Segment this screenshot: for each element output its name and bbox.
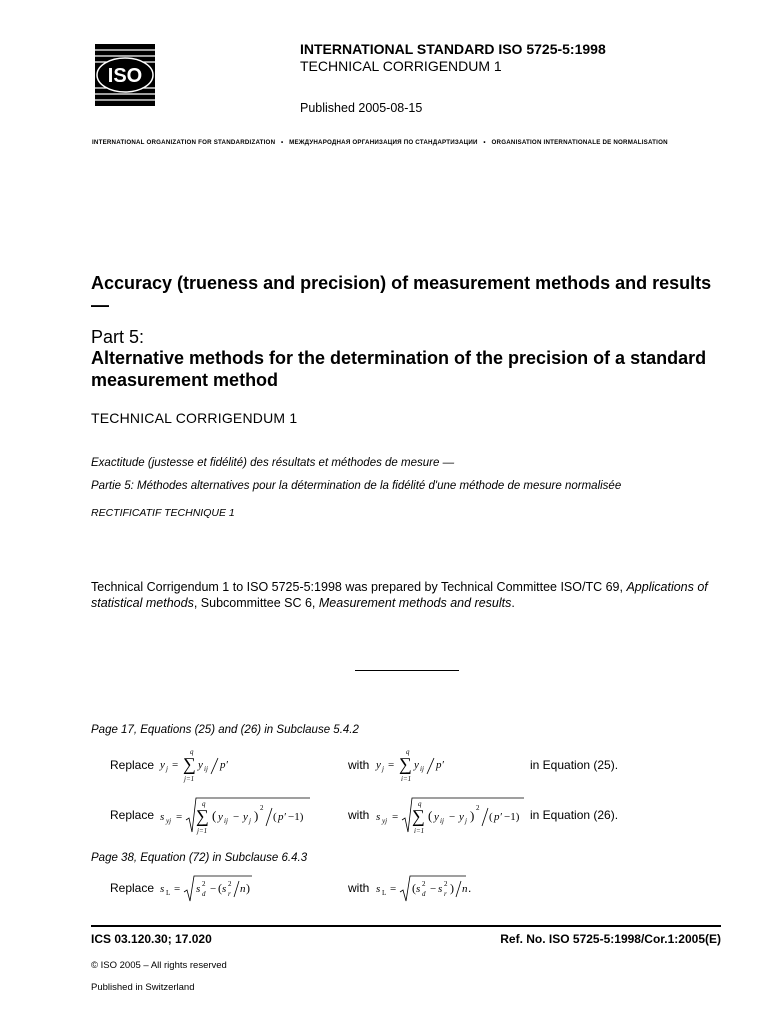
copyright-notice: © ISO 2005 – All rights reserved <box>91 960 227 971</box>
equation-72-new <box>374 872 474 904</box>
standard-title: INTERNATIONAL STANDARD ISO 5725-5:1998 <box>300 41 606 57</box>
svg-text:y: y <box>243 811 248 823</box>
part-title: Alternative methods for the determination of the precision of a standard measurement method <box>91 348 707 390</box>
equation-72-period: . <box>468 881 472 895</box>
equation-25-reference: in Equation (25). <box>530 758 619 772</box>
svg-text:p′: p′ <box>494 811 502 823</box>
svg-text:=: = <box>390 883 397 895</box>
svg-text:y: y <box>459 811 464 823</box>
svg-text:2: 2 <box>228 880 232 888</box>
svg-text:(: ( <box>412 881 416 895</box>
svg-text:ij: ij <box>224 817 228 825</box>
org-separator: • <box>281 139 284 146</box>
svg-text:ij: ij <box>204 765 208 773</box>
svg-text:∑: ∑ <box>196 806 209 826</box>
replace-label: Replace <box>110 881 155 895</box>
svg-text:∑: ∑ <box>412 806 425 826</box>
equation-72-old <box>158 872 258 904</box>
intro-subcommittee-name: Measurement methods and results <box>318 596 512 610</box>
svg-text:n: n <box>240 883 246 895</box>
org-name-ru: МЕЖДУНАРОДНАЯ ОРГАНИЗАЦИЯ ПО СТАНДАРТИЗАЦИИ <box>289 139 478 146</box>
svg-text:p′: p′ <box>436 759 444 771</box>
ics-code: ICS 03.120.30; 17.020 <box>91 932 212 946</box>
svg-text:=: = <box>388 759 395 771</box>
iso-logo <box>95 44 155 106</box>
svg-text:): ) <box>470 808 475 823</box>
with-label: with <box>348 808 370 822</box>
svg-text:y: y <box>434 811 439 823</box>
svg-text:p′: p′ <box>278 811 286 823</box>
svg-text:y: y <box>160 759 165 771</box>
with-label: with <box>348 758 370 772</box>
svg-text:j: j <box>465 817 467 825</box>
svg-text:−: − <box>210 883 217 895</box>
intro-text: Technical Corrigendum 1 to ISO 5725-5:1998 was prepared by Technical Committee ISO/TC 69, <box>91 580 627 594</box>
svg-text:∑: ∑ <box>183 754 196 774</box>
equation-25-new <box>374 746 464 784</box>
svg-text:=: = <box>392 811 399 823</box>
svg-text:n: n <box>462 883 468 895</box>
reference-number: Ref. No. ISO 5725-5:1998/Cor.1:2005(E) <box>500 932 721 946</box>
svg-text:d: d <box>202 890 206 898</box>
svg-text:(: ( <box>273 811 277 823</box>
svg-text:=: = <box>174 883 181 895</box>
intro-paragraph <box>91 579 731 611</box>
svg-text:(: ( <box>212 808 217 823</box>
organization-line <box>92 139 722 146</box>
footer-rule <box>91 925 721 927</box>
svg-text:r: r <box>228 890 231 898</box>
svg-text:=: = <box>176 811 183 823</box>
org-separator: • <box>483 139 486 146</box>
svg-text:r: r <box>444 890 447 898</box>
svg-text:−: − <box>233 811 240 823</box>
svg-text:j: j <box>382 765 384 773</box>
svg-text:j=1: j=1 <box>184 775 195 783</box>
published-in: Published in Switzerland <box>91 982 195 993</box>
svg-text:j: j <box>249 817 251 825</box>
svg-text:s: s <box>222 883 227 895</box>
corrigendum-label: TECHNICAL CORRIGENDUM 1 <box>91 410 298 426</box>
section-heading: Page 38, Equation (72) in Subclause 6.4.3 <box>91 852 308 864</box>
svg-text:y: y <box>198 759 203 771</box>
svg-text:∑: ∑ <box>399 754 412 774</box>
with-label: with <box>348 881 370 895</box>
intro-text: , Subcommittee SC 6, <box>193 596 319 610</box>
svg-text:y: y <box>376 759 381 771</box>
svg-text:i=1: i=1 <box>414 827 425 835</box>
svg-text:2: 2 <box>444 880 448 888</box>
svg-text:L: L <box>166 889 171 897</box>
iso-logo-text: ISO <box>107 65 143 87</box>
svg-text:q: q <box>418 800 422 808</box>
svg-text:2: 2 <box>422 880 426 888</box>
svg-text:q: q <box>202 800 206 808</box>
equation-26-reference: in Equation (26). <box>530 808 619 822</box>
equation-26-new <box>374 792 534 836</box>
published-date: Published 2005-08-15 <box>300 101 423 115</box>
replace-label: Replace <box>110 808 155 822</box>
replace-label: Replace <box>110 758 155 772</box>
svg-text:2: 2 <box>202 880 206 888</box>
svg-text:ij: ij <box>420 765 424 773</box>
svg-text:): ) <box>246 881 250 895</box>
french-part-title: Partie 5: Méthodes alternatives pour la détermination de la fidélité d'une méthode de mesure normalisée <box>91 480 622 492</box>
svg-text:): ) <box>254 808 259 823</box>
standard-subtitle: TECHNICAL CORRIGENDUM 1 <box>300 58 502 74</box>
section-heading: Page 17, Equations (25) and (26) in Subclause 5.4.2 <box>91 724 359 736</box>
svg-text:s: s <box>376 811 381 823</box>
svg-text:y: y <box>414 759 419 771</box>
document-title: Accuracy (trueness and precision) of measurement methods and results — <box>91 273 712 315</box>
svg-text:q: q <box>406 748 410 756</box>
svg-text:s: s <box>438 883 443 895</box>
svg-text:yj: yj <box>166 817 172 825</box>
equation-25-old <box>158 746 248 784</box>
svg-text:(: ( <box>489 811 493 823</box>
svg-text:s: s <box>160 883 165 895</box>
svg-text:s: s <box>416 883 421 895</box>
svg-text:=: = <box>172 759 179 771</box>
svg-text:L: L <box>382 889 387 897</box>
svg-text:2: 2 <box>260 804 264 812</box>
equation-26-old <box>158 792 318 836</box>
svg-text:p′: p′ <box>220 759 228 771</box>
svg-text:−: − <box>430 883 437 895</box>
svg-text:q: q <box>190 748 194 756</box>
org-name-fr: ORGANISATION INTERNATIONALE DE NORMALISATION <box>491 139 668 146</box>
svg-text:d: d <box>422 890 426 898</box>
svg-text:j=1: j=1 <box>197 827 208 835</box>
french-corrigendum: RECTIFICATIF TECHNIQUE 1 <box>91 507 235 519</box>
svg-text:(: ( <box>428 808 433 823</box>
svg-text:): ) <box>450 881 454 895</box>
french-title: Exactitude (justesse et fidélité) des résultats et méthodes de mesure — <box>91 457 455 469</box>
org-name-en: INTERNATIONAL ORGANIZATION FOR STANDARDIZATION <box>92 139 276 146</box>
svg-text:−1): −1) <box>504 811 520 823</box>
separator-rule <box>355 670 459 671</box>
svg-text:y: y <box>218 811 223 823</box>
svg-text:yj: yj <box>382 817 388 825</box>
intro-committee-name: Applications of statistical methods <box>91 580 708 610</box>
svg-text:(: ( <box>218 881 222 895</box>
svg-text:−: − <box>449 811 456 823</box>
intro-text: . <box>511 596 515 610</box>
svg-text:j: j <box>166 765 168 773</box>
svg-text:ij: ij <box>440 817 444 825</box>
svg-text:s: s <box>160 811 165 823</box>
svg-text:−1): −1) <box>288 811 304 823</box>
svg-text:s: s <box>376 883 381 895</box>
svg-text:2: 2 <box>476 804 480 812</box>
svg-text:i=1: i=1 <box>401 775 412 783</box>
part-label: Part 5: <box>91 327 145 347</box>
svg-text:s: s <box>196 883 201 895</box>
